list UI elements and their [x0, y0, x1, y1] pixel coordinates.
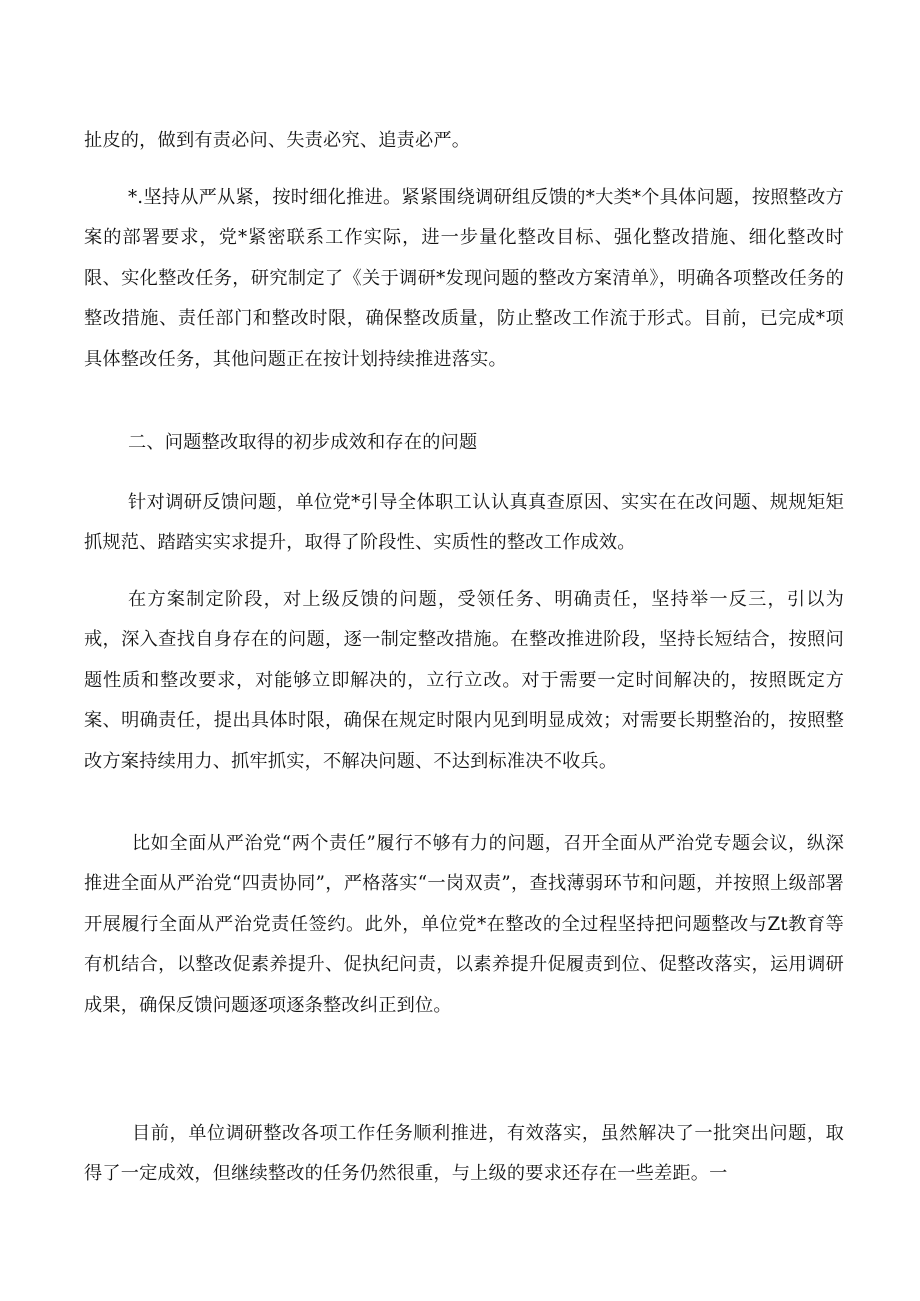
paragraph-plan-stage: 在方案制定阶段，对上级反馈的问题，受领任务、明确责任，坚持举一反三，引以为戒，深入查找自身存在的问题，逐一制定整改措施。在整改推进阶段，坚持长短结合，按照问题性质和整改要求，对能够立即解决的，立行立改。对于需要一定时间解决的，按照既定方案、明确责任，提出具体时限，确保在规定时限内见到明显成效；对需要长期整治的，按照整改方案持续用力、抓牢抓实，不解决问题、不达到标准决不收兵。: [84, 589, 844, 772]
paragraph-current-status: 目前，单位调研整改各项工作任务顺利推进，有效落实，虽然解决了一批突出问题，取得了一定成效，但继续整改的任务仍然很重，与上级的要求还存在一些差距。一: [84, 1123, 844, 1185]
paragraph-feedback-response: 针对调研反馈问题，单位党*引导全体职工认认真真查原因、实实在在改问题、规规矩矩抓规范、踏踏实实求提升，取得了阶段性、实质性的整改工作成效。: [84, 492, 844, 554]
section-heading-achievements: 二、问题整改取得的初步成效和存在的问题: [128, 432, 478, 453]
paragraph-continuation: 扯皮的，做到有责必问、失责必究、追责必严。: [84, 130, 471, 151]
paragraph-example-responsibility: 比如全面从严治党“两个责任”履行不够有力的问题，召开全面从严治党专题会议，纵深推进全面从严治党“四责协同”，严格落实“一岗双责”，查找薄弱环节和问题，并按照上级部署开展履行全面从严治党责任签约。此外，单位党*在整改的全过程坚持把问题整改与Zt教育等有机结合，以整改促素养提升、促执纪问责，以素养提升促履责到位、促整改落实，运用调研成果，确保反馈问题逐项逐条整改纠正到位。: [84, 833, 844, 1016]
paragraph-strict-implementation: *.坚持从严从紧，按时细化推进。紧紧围绕调研组反馈的*大类*个具体问题，按照整改方案的部署要求，党*紧密联系工作实际，进一步量化整改目标、强化整改措施、细化整改时限、实化整改任务，研究制定了《关于调研*发现问题的整改方案清单》，明确各项整改任务的整改措施、责任部门和整改时限，确保整改质量，防止整改工作流于形式。目前，已完成*项具体整改任务，其他问题正在按计划持续推进落实。: [84, 187, 844, 370]
